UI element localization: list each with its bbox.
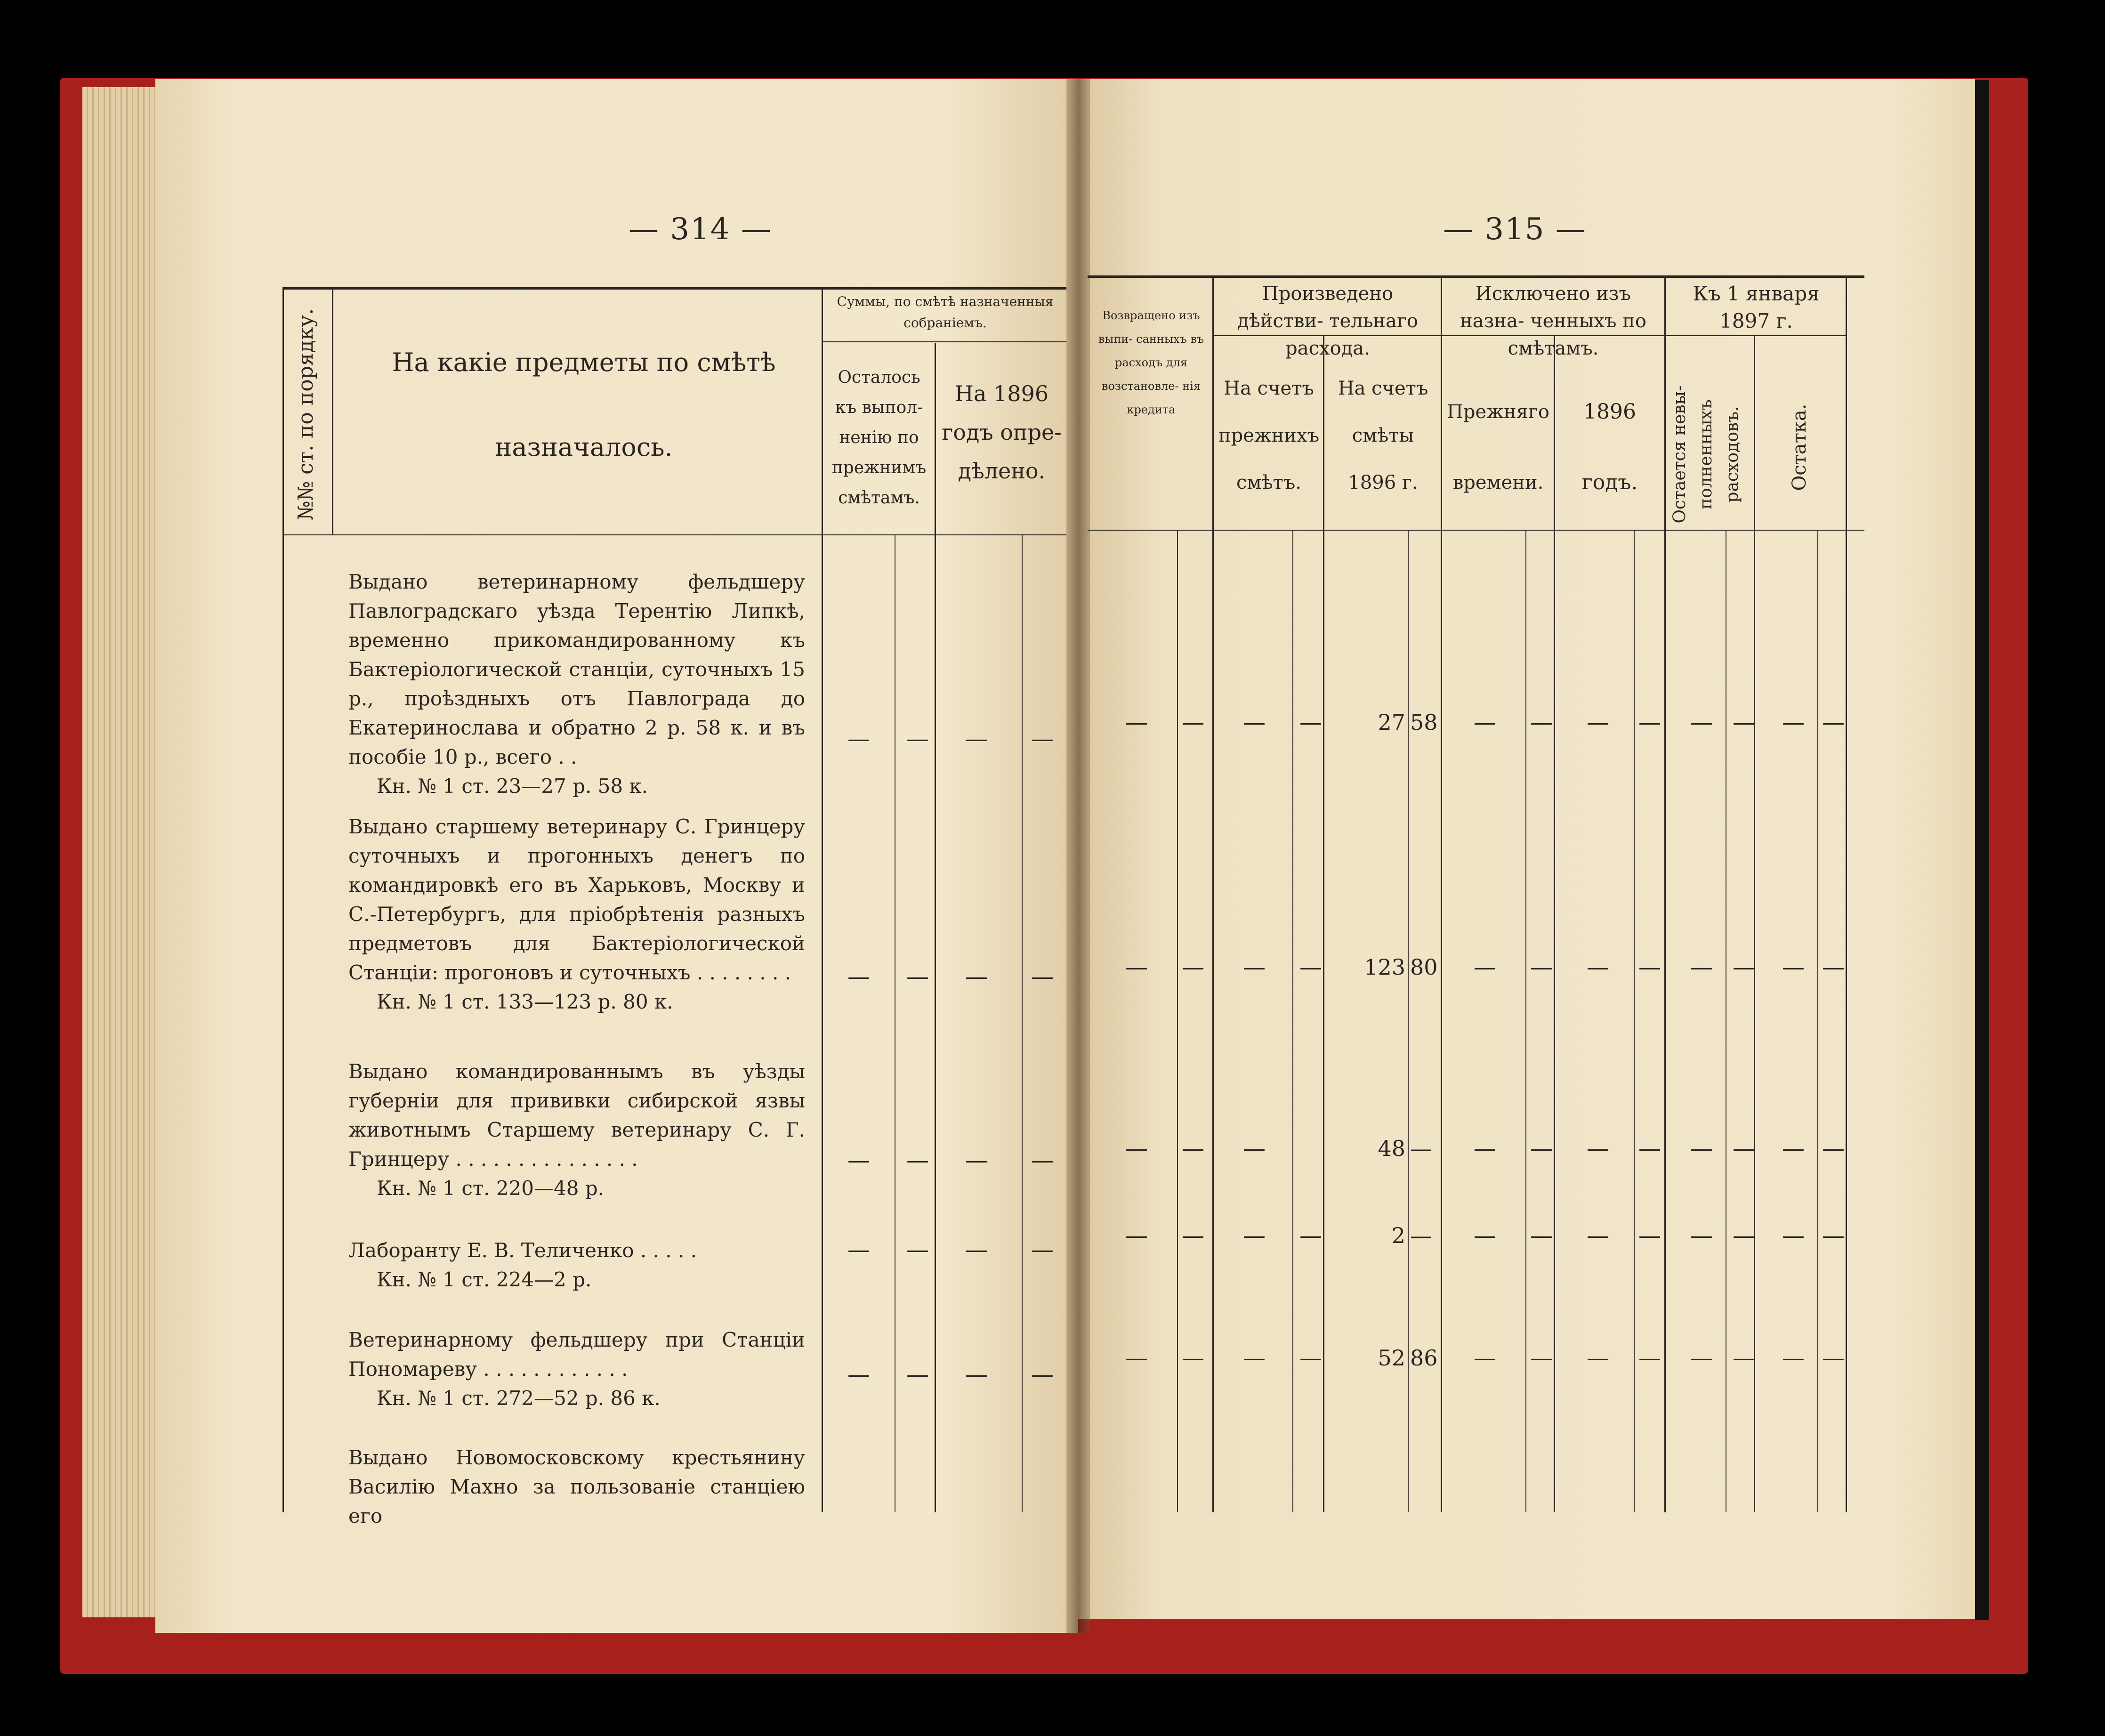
right-dash: — bbox=[1690, 1135, 1713, 1162]
right-dash: — bbox=[1782, 954, 1805, 980]
left-table-border bbox=[282, 288, 284, 1512]
right-dash: — bbox=[1638, 709, 1661, 735]
entry-1-ref: Кн. № 1 ст. 23—27 р. 58 к. bbox=[377, 775, 648, 798]
right-dash: — bbox=[1125, 1345, 1148, 1371]
right-dash: — bbox=[1733, 1135, 1755, 1162]
right-dash: — bbox=[1243, 1135, 1266, 1162]
year-1896-right-column-header: 1896 годъ. bbox=[1581, 400, 1638, 494]
right-dash: — bbox=[1182, 1222, 1204, 1249]
left-col-divider bbox=[332, 288, 333, 535]
left-col-divider bbox=[935, 343, 936, 1512]
amount-5-rub: 52 bbox=[1378, 1345, 1405, 1371]
sums-group-header: Суммы, по смѣтѣ назначенныя собраніемъ. bbox=[837, 294, 1054, 331]
left-dash: — bbox=[965, 1361, 988, 1388]
entry-2-text: Выдано старшему ветеринару С. Гринцеру суточныхъ и прогонныхъ денегъ по командировкѣ его въ Харьковъ, Москву и С.-Петербургъ, для пріобрѣтенія разныхъ предметовъ для Бактеріологической Станціи: прогоновъ и суточныхъ . . . . . . . . bbox=[348, 815, 805, 984]
left-dash: — bbox=[965, 1236, 988, 1263]
right-dash: — bbox=[1822, 1345, 1845, 1371]
right-dash: — bbox=[1299, 954, 1322, 980]
right-dash: — bbox=[1690, 954, 1713, 980]
left-dash: — bbox=[906, 963, 929, 990]
right-dash: — bbox=[1299, 1345, 1322, 1371]
left-dash: — bbox=[847, 1147, 870, 1173]
right-col-divider bbox=[1554, 335, 1555, 1512]
left-table-top-rule bbox=[282, 287, 1066, 290]
right-kop-divider bbox=[1634, 531, 1635, 1512]
right-dash: — bbox=[1638, 954, 1661, 980]
right-dash: — bbox=[1638, 1345, 1661, 1371]
left-dash: — bbox=[1031, 1361, 1054, 1388]
right-dash: — bbox=[1125, 709, 1148, 735]
right-kop-divider bbox=[1292, 531, 1293, 1512]
prev-estimates-column-header: На счетъ прежнихъ смѣтъ. bbox=[1218, 378, 1320, 493]
right-kop-divider bbox=[1177, 531, 1178, 1512]
entry-6-text: Выдано Новомосковскому крестьянину Василію Махно за пользованіе станціею его bbox=[348, 1446, 805, 1527]
right-dash: — bbox=[1822, 954, 1845, 980]
right-dash: — bbox=[1530, 709, 1553, 735]
left-header-bottom-rule bbox=[282, 534, 1066, 535]
left-dash: — bbox=[906, 1147, 929, 1173]
amount-1-rub: 27 bbox=[1378, 710, 1405, 735]
right-dash: — bbox=[1474, 1222, 1496, 1249]
amount-3-rub: 48 bbox=[1378, 1136, 1405, 1161]
actual-expense-group-header: Произведено дѣйстви- тельнаго расхода. bbox=[1237, 283, 1418, 359]
subject-column-header-line1: На какіе предметы по смѣтѣ bbox=[392, 347, 776, 377]
left-dash: — bbox=[906, 1361, 929, 1388]
left-page-number: — 314 — bbox=[629, 212, 772, 247]
right-kop-divider bbox=[1525, 531, 1526, 1512]
right-dash: — bbox=[1733, 954, 1755, 980]
entry-3-text: Выдано командированнымъ въ уѣзды губерніи для прививки сибирской язвы животнымъ Старшему ветеринару С. Г. Гринцеру . . . . . . . . . . . . . . . bbox=[348, 1060, 805, 1171]
entry-6 bbox=[348, 1443, 805, 1531]
right-dash: — bbox=[1733, 709, 1755, 735]
right-dash: — bbox=[1125, 954, 1148, 980]
amount-2-kop: 80 bbox=[1410, 954, 1438, 980]
year-1896-column-header: На 1896 годъ опре- дѣлено. bbox=[942, 381, 1062, 484]
returned-column-header: Возвращено изъ выпи- санныхъ въ расходъ для возстановле- нія кредита bbox=[1098, 309, 1204, 416]
right-dash: — bbox=[1690, 1345, 1713, 1371]
subject-column-header-line2: назначалось. bbox=[495, 432, 673, 462]
left-dash: — bbox=[965, 1147, 988, 1173]
entry-1 bbox=[348, 567, 805, 801]
right-dash: — bbox=[1587, 954, 1609, 980]
left-dash: — bbox=[847, 726, 870, 752]
right-dash: — bbox=[1243, 954, 1266, 980]
left-dash: — bbox=[1031, 726, 1054, 752]
right-dash: — bbox=[1587, 1222, 1609, 1249]
amount-1-kop: 58 bbox=[1410, 710, 1438, 735]
left-dash: — bbox=[847, 1236, 870, 1263]
right-col-divider bbox=[1664, 276, 1666, 1512]
page-stack-edge bbox=[1975, 80, 1989, 1620]
right-dash: — bbox=[1822, 1222, 1845, 1249]
right-dash: — bbox=[1182, 1135, 1204, 1162]
amount-4-rub: 2 bbox=[1391, 1223, 1405, 1248]
right-table-top-rule bbox=[1088, 275, 1864, 278]
right-dash: — bbox=[1782, 1222, 1805, 1249]
remainder-column-header: Остатка. bbox=[1789, 404, 1810, 491]
entry-5 bbox=[348, 1325, 805, 1413]
right-dash: — bbox=[1782, 709, 1805, 735]
right-kop-divider bbox=[1817, 531, 1818, 1512]
right-dash: — bbox=[1530, 954, 1553, 980]
right-dash: — bbox=[1243, 1222, 1266, 1249]
unfulfilled-column-header: Остается невы- полненныхъ расходовъ. bbox=[1670, 385, 1742, 524]
excluded-group-header: Исключено изъ назна- ченныхъ по смѣтамъ. bbox=[1460, 283, 1646, 359]
right-dash: — bbox=[1474, 709, 1496, 735]
prev-time-column-header: Прежняго времени. bbox=[1447, 401, 1549, 493]
right-dash: — bbox=[1243, 709, 1266, 735]
left-dash: — bbox=[965, 963, 988, 990]
left-kop-divider bbox=[1022, 535, 1023, 1512]
right-dash: — bbox=[1638, 1222, 1661, 1249]
remaining-column-header: Осталось къ выпол- ненію по прежнимъ смѣтамъ. bbox=[831, 368, 927, 508]
right-col-divider bbox=[1754, 335, 1755, 1512]
right-dash: — bbox=[1530, 1345, 1553, 1371]
row-number-column-header: №№ ст. по порядку. bbox=[294, 308, 318, 521]
left-dash: — bbox=[1031, 963, 1054, 990]
right-dash: — bbox=[1474, 1135, 1496, 1162]
right-dash: — bbox=[1782, 1345, 1805, 1371]
entry-4-text: Лаборанту Е. В. Теличенко . . . . . bbox=[348, 1239, 697, 1262]
left-dash: — bbox=[965, 726, 988, 752]
entry-3-ref: Кн. № 1 ст. 220—48 р. bbox=[377, 1177, 605, 1200]
book-gutter bbox=[1066, 79, 1090, 1633]
right-dash: — bbox=[1243, 1345, 1266, 1371]
right-col-divider bbox=[1323, 335, 1324, 1512]
entry-5-text: Ветеринарному фельдшеру при Станціи Пономареву . . . . . . . . . . . . bbox=[348, 1328, 805, 1381]
right-dash: — bbox=[1822, 709, 1845, 735]
entry-2-ref: Кн. № 1 ст. 133—123 р. 80 к. bbox=[377, 990, 673, 1013]
left-dash: — bbox=[906, 1236, 929, 1263]
left-dash: — bbox=[847, 1361, 870, 1388]
right-dash: — bbox=[1822, 1135, 1845, 1162]
right-dash: — bbox=[1638, 1135, 1661, 1162]
right-dash: — bbox=[1182, 954, 1204, 980]
amount-5-kop: 86 bbox=[1410, 1345, 1438, 1371]
right-dash: — bbox=[1299, 1222, 1322, 1249]
right-dash: — bbox=[1182, 1345, 1204, 1371]
right-dash: — bbox=[1782, 1135, 1805, 1162]
entry-3 bbox=[348, 1057, 805, 1203]
right-dash: — bbox=[1690, 709, 1713, 735]
left-dash: — bbox=[906, 726, 929, 752]
right-dash: — bbox=[1587, 709, 1609, 735]
right-dash: — bbox=[1733, 1345, 1755, 1371]
estimate-1896-column-header: На счетъ смѣты 1896 г. bbox=[1338, 378, 1428, 493]
sums-group-rule bbox=[822, 341, 1066, 342]
jan-1897-group-header: Къ 1 января 1897 г. bbox=[1693, 282, 1820, 332]
right-dash: — bbox=[1125, 1135, 1148, 1162]
right-dash: — bbox=[1733, 1222, 1755, 1249]
right-dash: — bbox=[1474, 954, 1496, 980]
right-col-divider bbox=[1441, 276, 1442, 1512]
right-dash: — bbox=[1125, 1222, 1148, 1249]
left-col-divider bbox=[822, 288, 823, 1512]
entry-4 bbox=[348, 1236, 805, 1294]
right-dash: — bbox=[1182, 709, 1204, 735]
entry-1-text: Выдано ветеринарному фельдшеру Павлоградскаго уѣзда Терентію Липкѣ, временно прикомандированному къ Бактеріологической станціи, суточныхъ 15 р., проѣздныхъ отъ Павлограда до Екатеринослава и обратно 2 р. 58 к. и въ пособіе 10 р., всего . . bbox=[348, 570, 805, 768]
right-col-divider bbox=[1846, 276, 1847, 1512]
right-dash: — bbox=[1530, 1222, 1553, 1249]
right-kop-divider bbox=[1408, 531, 1409, 1512]
left-dash: — bbox=[847, 963, 870, 990]
right-dash: — bbox=[1587, 1345, 1609, 1371]
right-dash: — bbox=[1587, 1135, 1609, 1162]
entry-2 bbox=[348, 812, 805, 1017]
right-dash: — bbox=[1299, 709, 1322, 735]
right-dash: — bbox=[1690, 1222, 1713, 1249]
right-dash: — bbox=[1474, 1345, 1496, 1371]
right-dash: — bbox=[1530, 1135, 1553, 1162]
amount-2-rub: 123 bbox=[1364, 954, 1405, 980]
amount-4-kop: — bbox=[1410, 1223, 1432, 1248]
entry-5-ref: Кн. № 1 ст. 272—52 р. 86 к. bbox=[377, 1387, 661, 1410]
right-col-divider bbox=[1212, 276, 1214, 1512]
left-dash: — bbox=[1031, 1236, 1054, 1263]
left-dash: — bbox=[1031, 1147, 1054, 1173]
entry-4-ref: Кн. № 1 ст. 224—2 р. bbox=[377, 1268, 592, 1291]
amount-3-kop: — bbox=[1410, 1136, 1432, 1161]
right-page-number: — 315 — bbox=[1443, 212, 1587, 247]
